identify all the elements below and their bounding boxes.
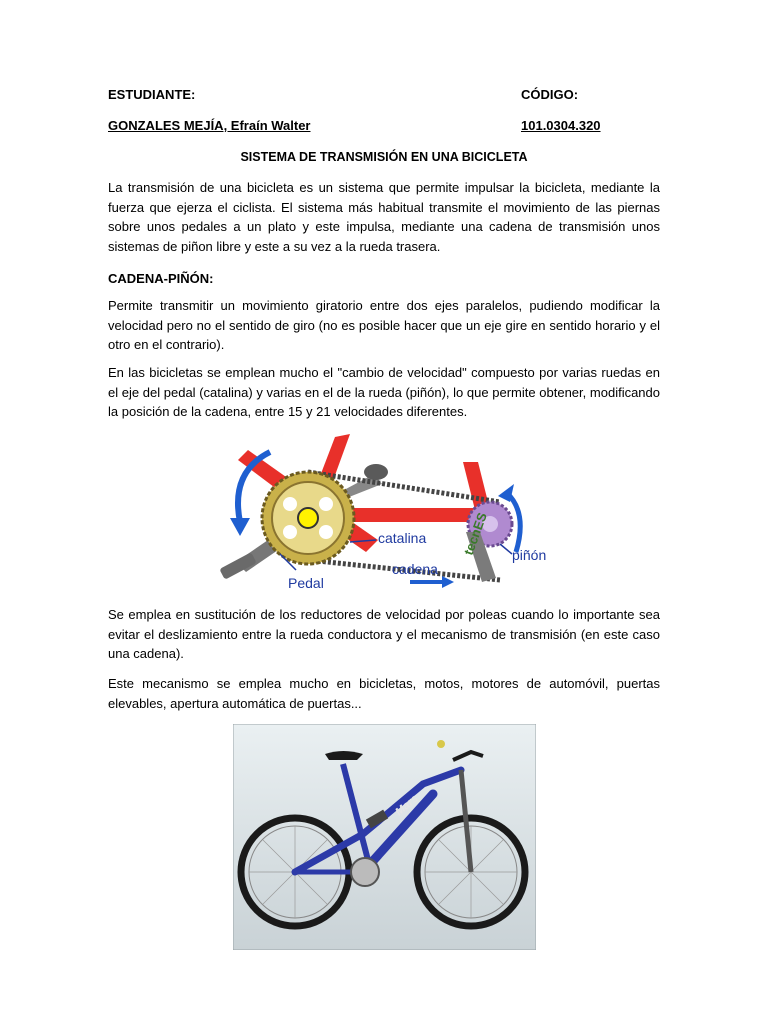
label-catalina: catalina	[378, 530, 427, 546]
pedal-right	[364, 464, 388, 480]
label-pedal: Pedal	[288, 575, 324, 590]
student-code: 101.0304.320	[521, 118, 601, 133]
photo-background	[233, 724, 536, 950]
pinon-leader	[500, 544, 512, 554]
paragraph-2: En las bicicletas se emplean mucho el "cambio de velocidad" compuesto por varias ruedas en el eje del pedal (catalina) y varias en el de la rueda (piñón), lo que permite obtener, modificando la posición de la cadena, entre 15 y 21 velocidades diferentes.	[108, 365, 660, 420]
paragraph-4: Este mecanismo se emplea mucho en bicicletas, motos, motores de automóvil, puertas elevables, apertura automática de puertas...	[108, 676, 660, 711]
student-name: GONZALES MEJÍA, Efraín Walter	[108, 118, 311, 133]
student-label: ESTUDIANTE:	[108, 87, 196, 102]
document-title: SISTEMA DE TRANSMISIÓN EN UNA BICICLETA	[240, 150, 528, 164]
chainring-hole	[319, 525, 333, 539]
bicycle-photo	[233, 724, 536, 950]
intro-paragraph: La transmisión de una bicicleta es un sistema que permite impulsar la bicicleta, mediante la fuerza que ejerza el ciclista. El sistema más habitual transmite el movimiento de las piernas sobre unos pedales a un plato y este impulsa, mediante una cadena de transmisión unos sistemas de piñon libre y este a su vez a la rueda trasera.	[108, 180, 660, 254]
crank-axle	[298, 508, 318, 528]
chainring-hole	[283, 497, 297, 511]
crankset	[351, 858, 379, 886]
section-heading: CADENA-PIÑÓN:	[108, 271, 214, 286]
frame-brand-text: Mars	[393, 792, 421, 819]
tecnes-watermark: tecnES	[460, 510, 490, 558]
chain-direction-arrowhead	[442, 576, 454, 588]
label-cadena: cadena	[392, 561, 438, 577]
chainring-hole	[319, 497, 333, 511]
code-label: CÓDIGO:	[521, 87, 579, 102]
bell	[437, 740, 445, 748]
chain-transmission-diagram	[210, 432, 555, 590]
rotation-arrowhead-front	[230, 518, 250, 536]
chainring-hole	[283, 525, 297, 539]
paragraph-3: Se emplea en sustitución de los reductores de velocidad por poleas cuando lo importante sea evitar el deslizamiento entre la rueda conductora y el mecanismo de transmisión (en este caso una cadena).	[108, 607, 660, 662]
paragraph-1: Permite transmitir un movimiento giratorio entre dos ejes paralelos, pudiendo modificar la velocidad pero no el sentido de giro (no es posible hacer que un eje gire en sentido horario y el otro en el contrario).	[108, 298, 660, 353]
label-pinon: piñón	[512, 547, 547, 563]
